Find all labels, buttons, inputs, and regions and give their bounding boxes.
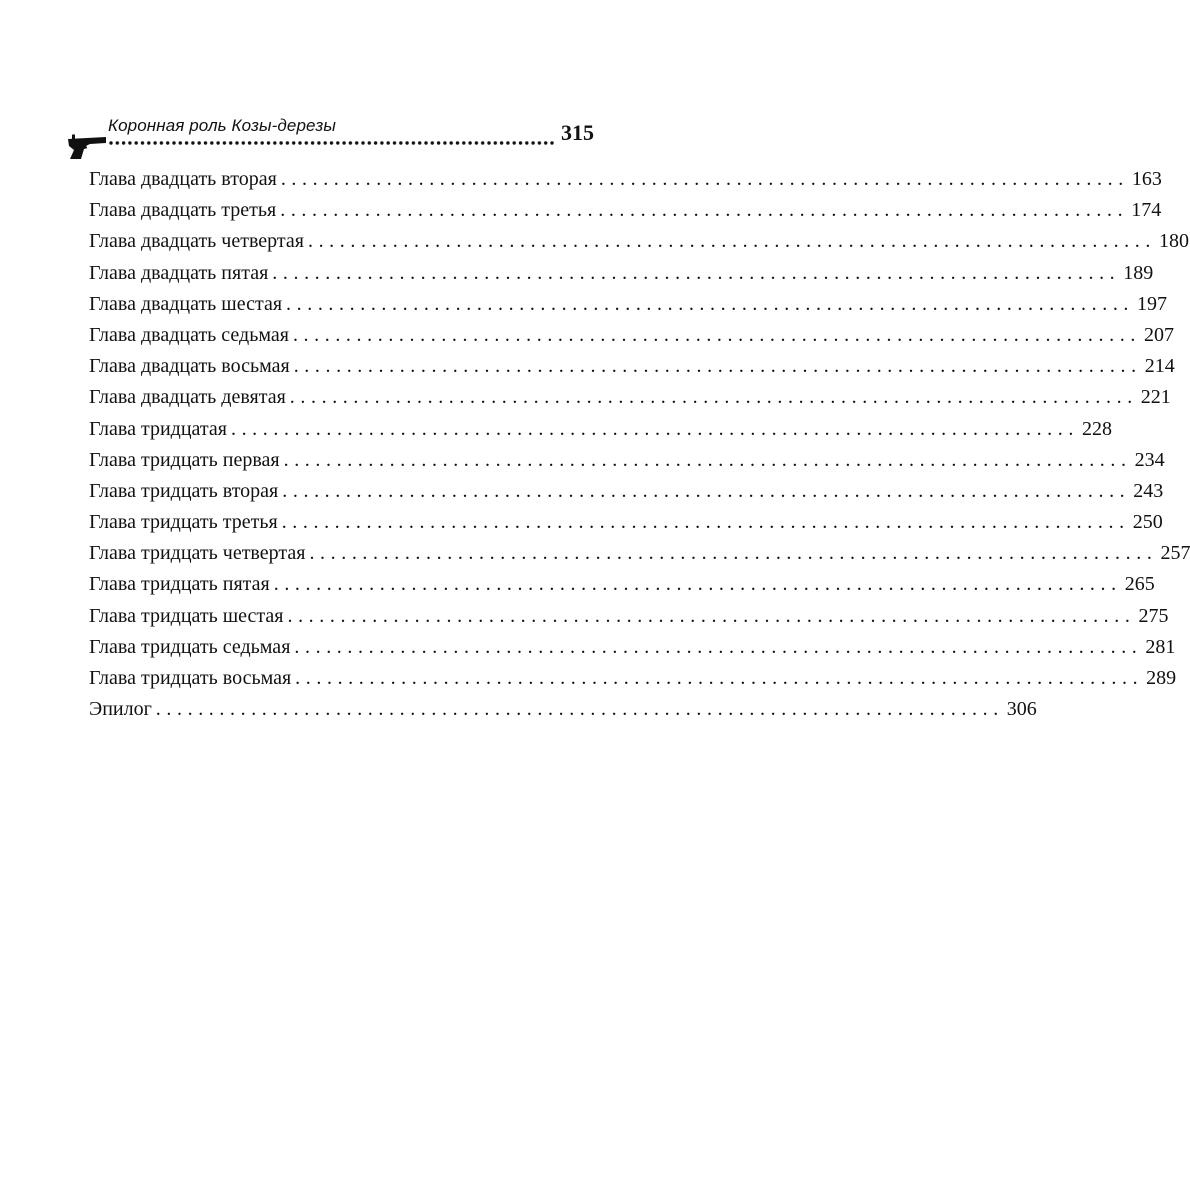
dot-leader: ................................................................................ xyxy=(294,635,1143,658)
toc-entry-title: Глава двадцать третья xyxy=(89,199,277,222)
dot-leader: ................................................................................ xyxy=(295,667,1144,689)
dot-leader: ................................................................................ xyxy=(272,261,1121,284)
dot-leader: ................................................................................ xyxy=(287,604,1136,627)
toc-entry xyxy=(89,632,1176,663)
page-number: 315 xyxy=(561,120,594,145)
dot-leader: ................................................................................ xyxy=(289,386,1138,409)
dot-leader: ................................................................................ xyxy=(292,323,1141,346)
toc-entry-title: Глава двадцать девятая xyxy=(89,386,286,409)
toc-entry-title: Глава двадцать пятая xyxy=(89,261,269,284)
toc-entry xyxy=(89,195,1162,226)
toc-entry xyxy=(89,414,1112,445)
dot-leader: ................................................................................ xyxy=(230,417,1079,440)
toc-entry-page: 306 xyxy=(1006,698,1037,721)
toc-entry-page: 207 xyxy=(1143,323,1174,346)
toc-entry-title: Эпилог xyxy=(89,698,152,721)
toc-entry-title: Глава тридцать седьмая xyxy=(89,635,291,658)
toc-entry-page: 275 xyxy=(1138,604,1169,627)
dot-leader: ................................................................................ xyxy=(293,355,1142,378)
toc-entry-title: Глава двадцать четвертая xyxy=(89,230,304,253)
toc-entry xyxy=(89,320,1174,351)
toc-entry xyxy=(89,445,1165,476)
dot-leader: ................................................................................ xyxy=(307,230,1156,253)
table-of-contents xyxy=(89,164,1190,725)
dot-leader: ................................................................................ xyxy=(281,511,1130,534)
toc-entry xyxy=(89,382,1171,413)
dot-leader: ................................................................................ xyxy=(280,168,1129,190)
toc-entry-page: 197 xyxy=(1137,292,1168,315)
toc-entry-page: 189 xyxy=(1123,261,1154,284)
toc-entry-page: 289 xyxy=(1146,667,1177,689)
toc-entry-title: Глава тридцатая xyxy=(89,417,227,440)
dot-leader: ................................................................................ xyxy=(280,199,1129,222)
toc-entry xyxy=(89,569,1155,600)
toc-entry xyxy=(89,258,1154,289)
toc-entry-title: Глава двадцать седьмая xyxy=(89,323,289,346)
toc-entry xyxy=(89,601,1169,632)
toc-entry-page: 265 xyxy=(1124,573,1155,596)
toc-entry xyxy=(89,538,1190,569)
toc-entry-title: Глава тридцать шестая xyxy=(89,604,284,627)
toc-entry-page: 281 xyxy=(1145,635,1176,658)
dot-leader: ................................................................................ xyxy=(283,448,1132,471)
toc-entry-page: 214 xyxy=(1144,355,1175,378)
toc-entry xyxy=(89,226,1189,257)
toc-entry xyxy=(89,476,1164,507)
toc-entry-page: 234 xyxy=(1134,448,1165,471)
toc-entry-title: Глава тридцать первая xyxy=(89,448,280,471)
toc-entry xyxy=(89,351,1175,382)
toc-entry-title: Глава тридцать вторая xyxy=(89,479,279,502)
dot-leader: ................................................................................ xyxy=(273,573,1122,596)
toc-entry-title: Глава тридцать четвертая xyxy=(89,542,306,565)
toc-entry xyxy=(89,164,1162,195)
toc-entry-page: 163 xyxy=(1131,168,1162,190)
toc-entry-page: 174 xyxy=(1131,199,1162,222)
toc-entry-title: Глава двадцать шестая xyxy=(89,292,283,315)
header-dotted-rule xyxy=(108,138,554,148)
toc-entry-title: Глава тридцать третья xyxy=(89,511,278,534)
pistol-icon xyxy=(66,134,108,160)
dot-leader: ................................................................................ xyxy=(155,698,1004,721)
running-title: Коронная роль Козы-дерезы xyxy=(108,116,336,135)
toc-entry-page: 243 xyxy=(1133,479,1164,502)
toc-entry-title: Глава тридцать восьмая xyxy=(89,667,292,689)
toc-entry-page: 257 xyxy=(1160,542,1190,565)
dot-leader: ................................................................................ xyxy=(286,292,1135,315)
toc-entry-title: Глава двадцать восьмая xyxy=(89,355,290,378)
toc-entry xyxy=(89,663,1177,694)
toc-entry-page: 221 xyxy=(1140,386,1171,409)
dot-leader: ................................................................................ xyxy=(309,542,1158,565)
toc-entry-page: 250 xyxy=(1132,511,1163,534)
toc-entry-page: 180 xyxy=(1158,230,1189,253)
toc-entry-title: Глава тридцать пятая xyxy=(89,573,270,596)
toc-entry-title: Глава двадцать вторая xyxy=(89,168,277,190)
running-head xyxy=(0,112,715,160)
toc-entry xyxy=(89,507,1163,538)
toc-entry-page: 228 xyxy=(1081,417,1112,440)
toc-entry xyxy=(89,694,1037,725)
dot-leader: ................................................................................ xyxy=(282,479,1131,502)
toc-entry xyxy=(89,289,1168,320)
